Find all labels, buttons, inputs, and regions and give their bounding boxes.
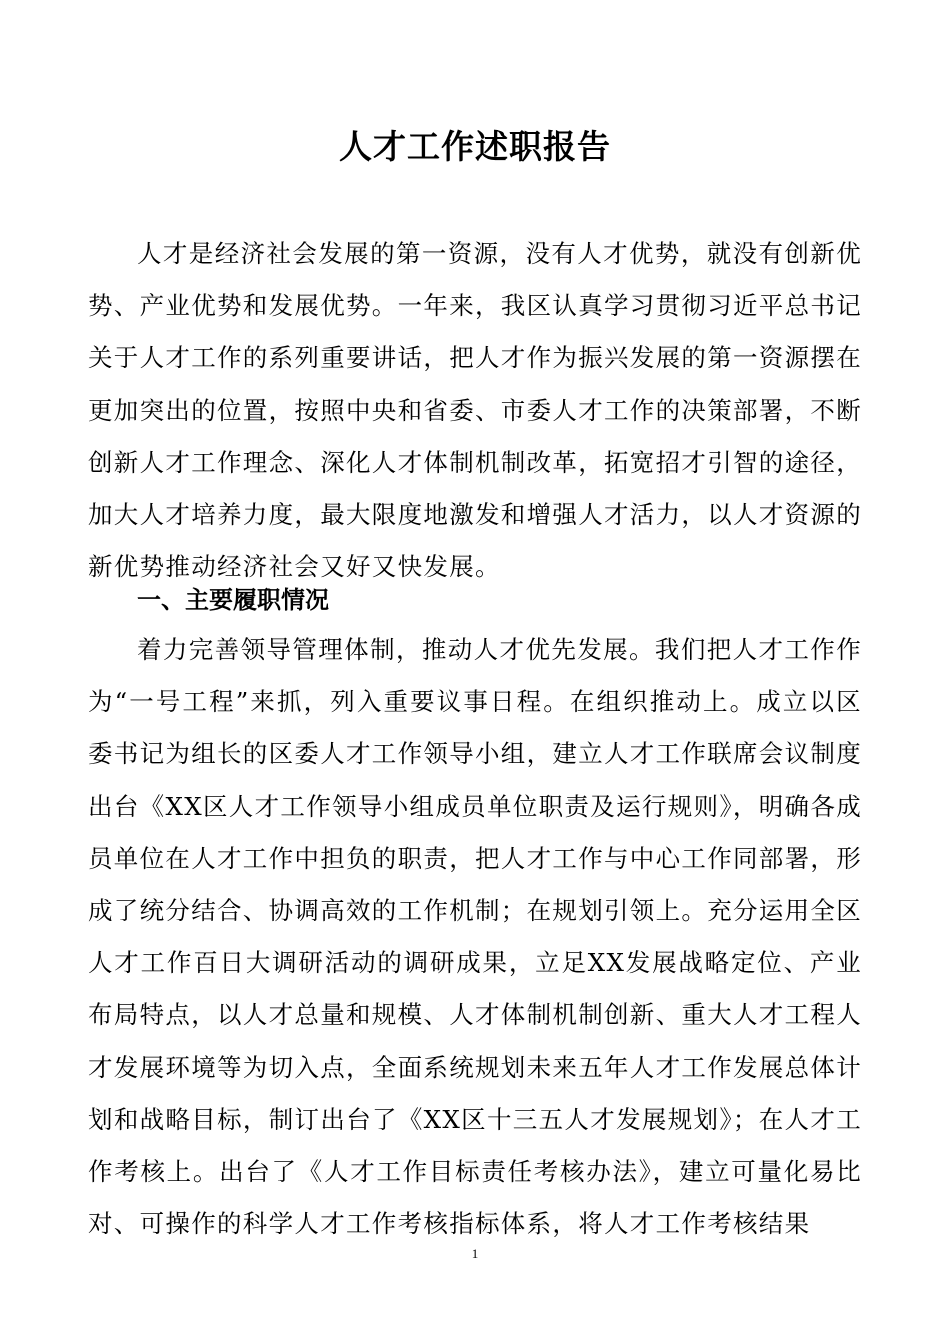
section-heading: 一、主要履职情况 bbox=[137, 586, 329, 614]
section-paragraph: 着力完善领导管理体制，推动人才优先发展。我们把人才工作作为“一号工程”来抓，列入重要议事日程。在组织推动上。成立以区委书记为组长的区委人才工作领导小组，建立人才工作联席会议制度出台《XX区人才工作领导小组成员单位职责及运行规则》，明确各成员单位在人才工作中担负的职责，把人才工作与中心工作同部署，形成了统分结合、协调高效的工作机制；在规划引领上。充分运用全区人才工作百日大调研活动的调研成果，立足XX发展战略定位、产业布局特点，以人才总量和规模、人才体制机制创新、重大人才工程人才发展环境等为切入点，全面系统规划未来五年人才工作发展总体计划和战略目标，制订出台了《XX区十三五人才发展规划》；在人才工作考核上。出台了《人才工作目标责任考核办法》，建立可量化易比对、可操作的科学人才工作考核指标体系，将人才工作考核结果 bbox=[88, 635, 862, 1239]
document-title: 人才工作述职报告 bbox=[339, 127, 611, 166]
intro-paragraph: 人才是经济社会发展的第一资源，没有人才优势，就没有创新优势、产业优势和发展优势。一年来，我区认真学习贯彻习近平总书记关于人才工作的系列重要讲话，把人才作为振兴发展的第一资源摆在更加突出的位置，按照中央和省委、市委人才工作的决策部署，不断创新人才工作理念、深化人才体制机制改革，拓宽招才引智的途径，加大人才培养力度，最大限度地激发和增强人才活力，以人才资源的新优势推动经济社会又好又快发展。 bbox=[88, 239, 862, 582]
page-number: 1 bbox=[471, 1246, 479, 1261]
